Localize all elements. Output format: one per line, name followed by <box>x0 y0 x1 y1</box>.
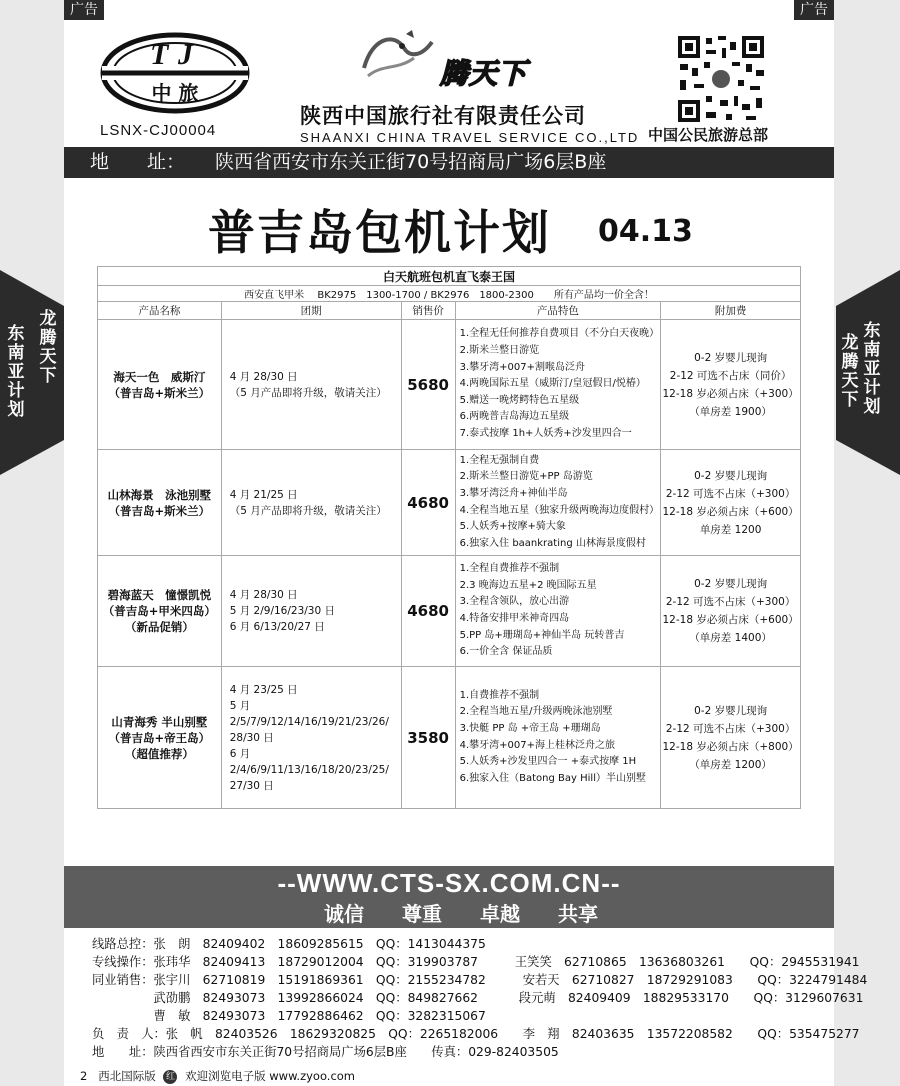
col-header-dates: 团期 <box>221 302 401 320</box>
company-brand <box>300 24 640 145</box>
page-number: 2 <box>80 1069 88 1083</box>
col-header-extras: 附加费 <box>661 302 801 320</box>
product-features: 1.全程无强制自费 2.斯米兰整日游览+PP 岛游览 3.攀牙湾泛舟+神仙半岛 4.全程当地五星（独家升级两晚海边度假村） 5.人妖秀+按摩+骑大象 6.独家入住 baankrating 山林海景度假村 <box>455 450 661 556</box>
svg-text:T: T <box>150 38 169 71</box>
contact-list <box>92 935 867 1061</box>
table-row <box>98 556 801 667</box>
table-row <box>98 667 801 809</box>
page-footer <box>80 1068 355 1084</box>
contact-line: 武劭鹏 82493073 13992866024 QQ：849827662 段元萌 82409409 18829533170 QQ：3129607631 <box>92 991 864 1005</box>
sale-price: 3580 <box>401 667 455 809</box>
value-item: 共享 <box>558 902 598 926</box>
ad-tag-left: 广告 <box>64 0 104 20</box>
address-key: 地 址： <box>90 151 186 173</box>
svg-text:J: J <box>178 38 193 71</box>
product-name: 碧海蓝天 憧憬凯悦 （普吉岛+甲米四岛） （新品促销） <box>98 556 222 667</box>
company-name-cn: 陕西中国旅行社有限责任公司 <box>300 104 586 128</box>
value-item: 尊重 <box>402 902 442 926</box>
slogan-text: 腾天下 <box>440 57 528 90</box>
qr-code-icon[interactable] <box>676 34 766 124</box>
side-tab-left <box>0 270 64 475</box>
page-title: 普吉岛包机计划 <box>208 206 551 261</box>
col-header-features: 产品特色 <box>455 302 661 320</box>
side-tab-right <box>836 270 900 475</box>
departure-dates: 4 月 23/25 日 5 月 2/5/7/9/12/14/16/19/21/23/26/ 28/30 日 6 月 2/4/6/9/11/13/16/18/20/23/25/ 27/30 日 <box>221 667 401 809</box>
itinerary-table <box>97 266 801 809</box>
side-tab-right-col2: 龙 腾 天 下 <box>841 333 859 410</box>
product-features: 1.自费推荐不强制 2.全程当地五星/升级两晚泳池别墅 3.快艇 PP 岛 +帝王岛 +珊瑚岛 4.攀牙湾+007+海上桂林泛舟之旅 5.人妖秀+沙发里四合一 +泰式按摩 1H 6.独家入住（Batong Bay Hill）半山别墅 <box>455 667 661 809</box>
contact-line: 负 责 人：张 帆 82403526 18629320825 QQ：2265182006 李 翔 82403635 13572208582 QQ：535475277 <box>92 1027 860 1041</box>
core-values <box>324 898 636 927</box>
value-item: 诚信 <box>324 902 364 926</box>
sale-price: 5680 <box>401 320 455 450</box>
departure-dates: 4 月 28/30 日 （5 月产品即将升级，敬请关注） <box>221 320 401 450</box>
product-name: 山林海景 泳池别墅 （普吉岛+斯米兰） <box>98 450 222 556</box>
website-band <box>64 866 834 928</box>
contact-line: 专线操作：张玮华 82409413 18729012004 QQ：319903787 王笑笑 62710865 13636803261 QQ：2945531941 <box>92 955 860 969</box>
side-tab-right-col1: 东 南 亚 计 划 <box>863 321 881 417</box>
edition-badge-icon: 红 <box>163 1070 177 1084</box>
product-name: 海天一色 威斯汀 （普吉岛+斯米兰） <box>98 320 222 450</box>
ad-tag-right: 广告 <box>794 0 834 20</box>
extra-fees: 0-2 岁婴儿现询 2-12 可选不占床（+300） 12-18 岁必须占床（+800） （单房差 1200） <box>661 667 801 809</box>
company-name-en: SHAANXI CHINA TRAVEL SERVICE CO.,LTD <box>300 130 640 145</box>
footer-link[interactable]: 欢迎浏览电子版 www.zyoo.com <box>185 1069 356 1083</box>
cts-logo-icon <box>100 32 250 114</box>
col-header-name: 产品名称 <box>98 302 222 320</box>
product-features: 1.全程无任何推荐自费项目（不分白天夜晚） 2.斯米兰整日游览 3.攀牙湾+007+割喉岛泛舟 4.两晚国际五星（威斯汀/皇冠假日/悦椿） 5.赠送一晚烤鳄特色五星级 6.两晚普吉岛海边五星级 7.泰式按摩 1h+人妖秀+沙发里四合一 <box>455 320 661 450</box>
website-link[interactable]: --WWW.CTS-SX.COM.CN-- <box>277 868 621 898</box>
dragon-icon <box>358 28 438 84</box>
product-features: 1.全程自费推荐不强制 2.3 晚海边五星+2 晚国际五星 3.全程含领队，放心出游 4.特备安排甲米神奇四岛 5.PP 岛+珊瑚岛+神仙半岛 玩转普吉 6.一价全含 保证品质 <box>455 556 661 667</box>
contact-line: 曹 敏 82493073 17792886462 QQ：3282315067 <box>92 1009 486 1023</box>
table-row <box>98 450 801 556</box>
table-column-headers <box>98 302 801 320</box>
side-tab-left-col2: 龙 腾 天 下 <box>39 309 57 386</box>
extra-fees: 0-2 岁婴儿现询 2-12 可选不占床（+300） 12-18 岁必须占床（+600） 单房差 1200 <box>661 450 801 556</box>
address-value: 陕西省西安市东关正街70号招商局广场6层B座 <box>215 151 607 173</box>
table-subheading: 西安直飞甲米 BK2975 1300-1700 / BK2976 1800-2300 所有产品均一价全含！ <box>98 286 801 302</box>
table-heading: 白天航班包机直飞泰王国 <box>98 267 801 286</box>
sale-price: 4680 <box>401 450 455 556</box>
extra-fees: 0-2 岁婴儿现询 2-12 可选不占床（+300） 12-18 岁必须占床（+600） （单房差 1400） <box>661 556 801 667</box>
col-header-price: 销售价 <box>401 302 455 320</box>
issue-date: 04.13 <box>598 214 693 249</box>
license-number: LSNX-CJ00004 <box>100 122 217 139</box>
contact-line: 线路总控：张 朗 82409402 18609285615 QQ：1413044375 <box>92 937 486 951</box>
extra-fees: 0-2 岁婴儿现询 2-12 可选不占床（同价） 12-18 岁必须占床（+300） （单房差 1900） <box>661 320 801 450</box>
edition-name: 西北国际版 <box>98 1069 156 1083</box>
contact-line: 地 址：陕西省西安市东关正街70号招商局广场6层B座 传真：029-82403505 <box>92 1045 559 1059</box>
value-item: 卓越 <box>480 902 520 926</box>
sale-price: 4680 <box>401 556 455 667</box>
svg-text:中 旅: 中 旅 <box>151 81 199 105</box>
departure-dates: 4 月 28/30 日 5 月 2/9/16/23/30 日 6 月 6/13/20/27 日 <box>221 556 401 667</box>
departure-dates: 4 月 21/25 日 （5 月产品即将升级，敬请关注） <box>221 450 401 556</box>
product-name: 山青海秀 半山别墅 （普吉岛+帝王岛） （超值推荐） <box>98 667 222 809</box>
contact-line: 同业销售：张宇川 62710819 15191869361 QQ：2155234782 安若天 62710827 18729291083 QQ：3224791484 <box>92 973 868 987</box>
side-tab-left-col1: 东 南 亚 计 划 <box>7 324 25 420</box>
qr-caption: 中国公民旅游总部 <box>648 126 769 144</box>
table-row <box>98 320 801 450</box>
address-bar <box>64 147 834 178</box>
